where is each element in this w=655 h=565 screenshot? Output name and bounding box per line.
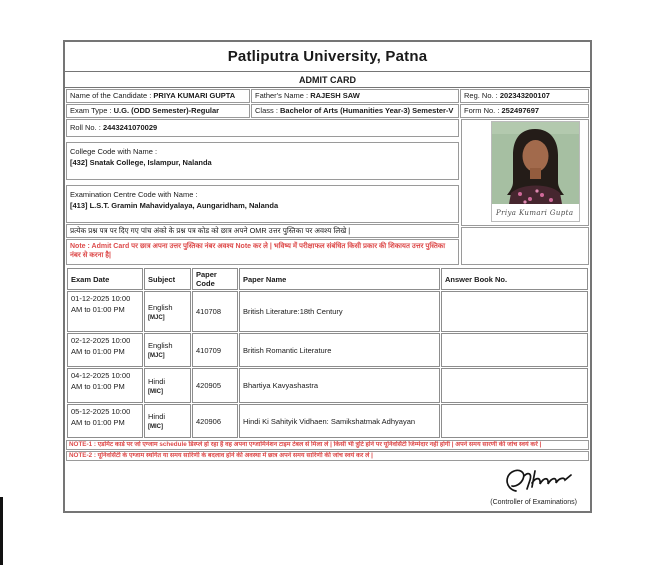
- paper-name-cell: Hindi Ki Sahityik Vidhaen: Samikshatmak Adhyayan: [239, 404, 440, 438]
- class-label: Class :: [255, 106, 278, 115]
- university-title: Patliputra University, Patna: [227, 48, 428, 65]
- candidate-info-row-1: [65, 88, 590, 103]
- header-exam-date: Exam Date: [67, 268, 143, 290]
- exam-time: 10:00 AM to 01:00 PM: [71, 371, 131, 391]
- table-row: [67, 333, 588, 367]
- candidate-name-value: PRIYA KUMARI GUPTA: [153, 91, 236, 100]
- form-no-cell: [460, 104, 589, 118]
- admit-card: [63, 40, 592, 513]
- subject: English: [148, 341, 173, 350]
- header-paper-name: Paper Name: [239, 268, 440, 290]
- class-cell: [251, 104, 459, 118]
- subject-cell: [144, 333, 191, 367]
- roll-no-cell: [66, 119, 459, 137]
- roll-no-label: Roll No. :: [70, 123, 101, 132]
- subject-tag: [MIC]: [148, 424, 163, 430]
- candidate-photo-image: [492, 122, 579, 221]
- roll-no-value: 2443241070029: [102, 123, 158, 132]
- subject: Hindi: [148, 412, 166, 421]
- table-header-row: [67, 268, 588, 290]
- subject-cell: [144, 291, 191, 332]
- controller-signature-icon: [502, 467, 574, 497]
- subject-tag: [MJC]: [148, 353, 165, 359]
- card-title-row: [65, 72, 590, 88]
- admit-card-title: ADMIT CARD: [299, 74, 356, 85]
- footer-note-1: NOTE-1 : एडमिट कार्ड पर जो एग्जाम schedule डिस्प्ले हो रहा है वह अपना एग्जामिनेशन टाइम टेबल से मिला ले | किसी भी त्रुटि होने पर यूनिवर्सिटी जिम्मेदार नहीं होगी | अपने समय सारणी की जांच स्वयं करें |: [66, 440, 589, 450]
- reg-no-cell: [460, 89, 589, 103]
- exam-date-cell: [67, 368, 143, 403]
- exam-centre-label: Examination Centre Code with Name :: [70, 190, 198, 199]
- candidate-info-row-2: [65, 103, 590, 118]
- answer-book-cell: [441, 368, 588, 403]
- face-shape: [523, 140, 549, 172]
- father-name-label: Father's Name :: [255, 91, 309, 100]
- table-row: [67, 368, 588, 403]
- photo-cell: [461, 119, 589, 226]
- paper-code-cell: 420906: [192, 404, 238, 438]
- subject: English: [148, 302, 173, 312]
- middle-section: [65, 118, 590, 266]
- paper-code-cell: 410708: [192, 291, 238, 332]
- reg-no-label: Reg. No. :: [464, 91, 498, 100]
- empty-cell: [461, 227, 589, 265]
- exam-centre-value: [413] L.S.T. Gramin Mahavidyalaya, Aungaridham, Nalanda: [70, 201, 279, 210]
- exam-date: 01-12-2025: [71, 294, 110, 303]
- exam-date-cell: [67, 291, 143, 332]
- candidate-photo: [491, 121, 580, 222]
- exam-type-label: Exam Type :: [70, 106, 112, 115]
- table-row: [67, 404, 588, 438]
- exam-date-cell: [67, 404, 143, 438]
- exam-time: 10:00 AM to 01:00 PM: [71, 294, 131, 314]
- paper-name-cell: British Romantic Literature: [239, 333, 440, 367]
- paper-code-cell: 420905: [192, 368, 238, 403]
- exam-date-cell: [67, 333, 143, 367]
- college-label: College Code with Name :: [70, 147, 158, 156]
- subject-cell: [144, 368, 191, 403]
- class-value: Bachelor of Arts (Humanities Year-3) Semester-V: [280, 106, 454, 115]
- header-paper-code: Paper Code: [192, 268, 238, 290]
- red-note-instruction: Note : Admit Card पर छात्र अपना उत्तर पुस्तिका नंबर अवश्य Note कर ले | भविष्य में परीक्षाफल संबंधित किसी प्रकार की शिकायत उत्तर पुस्तिका नंबर से करना है|: [66, 239, 459, 265]
- middle-right-column: [460, 118, 590, 266]
- exam-date: 04-12-2025: [71, 371, 110, 380]
- paper-name-cell: British Literature:18th Century: [239, 291, 440, 332]
- exam-time: 10:00 AM to 01:00 PM: [71, 336, 131, 356]
- subject-tag: [MJC]: [148, 314, 165, 321]
- subject: Hindi: [148, 376, 166, 386]
- exam-type-value: U.G. (ODD Semester)-Regular: [113, 106, 220, 115]
- paper-name-cell: Bhartiya Kavyashastra: [239, 368, 440, 403]
- controller-signature-label: (Controller of Examinations): [490, 499, 577, 506]
- form-no-label: Form No. :: [464, 106, 500, 115]
- reg-no-value: 202343200107: [499, 91, 550, 100]
- exam-centre-cell: [66, 185, 459, 223]
- header-answer-book: Answer Book No.: [441, 268, 588, 290]
- paper-code-cell: 410709: [192, 333, 238, 367]
- footer-note-2: NOTE-2 : यूनिवर्सिटी के एग्जाम स्थगित या समय सारिणी के बदलाव होने की अवस्था में छात्र अपने समय सारिणी की जांच स्वयं कर ले |: [66, 451, 589, 461]
- answer-book-cell: [441, 291, 588, 332]
- answer-book-cell: [441, 333, 588, 367]
- exam-schedule-table: [66, 267, 589, 439]
- table-row: [67, 291, 588, 332]
- university-header: [65, 42, 590, 72]
- college-value: [432] Snatak College, Islampur, Nalanda: [70, 158, 212, 167]
- father-name-value: RAJESH SAW: [310, 91, 360, 100]
- subject-cell: [144, 404, 191, 438]
- subject-tag: [MIC]: [148, 388, 163, 395]
- screenshot-edge-artifact: [0, 497, 3, 565]
- candidate-signature: Priya Kumari Gupta: [496, 209, 574, 217]
- header-subject: Subject: [144, 268, 191, 290]
- father-name-cell: [251, 89, 459, 103]
- exam-type-cell: [66, 104, 250, 118]
- exam-time: 10:00 AM to 01:00 PM: [71, 407, 131, 427]
- middle-left-column: [65, 118, 460, 266]
- signature-section: [65, 462, 590, 511]
- answer-book-cell: [441, 404, 588, 438]
- form-no-value: 252497697: [501, 106, 540, 115]
- candidate-name-label: Name of the Candidate :: [70, 91, 152, 100]
- college-cell: [66, 142, 459, 180]
- exam-date: 05-12-2025: [71, 407, 110, 416]
- omr-instruction: प्रत्येक प्रश्न पत्र पर दिए गए पांच अंको के प्रश्न पत्र कोड को छात्र अपने OMR उत्तर पुस्तिका पर अवश्य लिखे |: [66, 224, 459, 238]
- exam-date: 02-12-2025: [71, 336, 110, 345]
- candidate-name-cell: [66, 89, 250, 103]
